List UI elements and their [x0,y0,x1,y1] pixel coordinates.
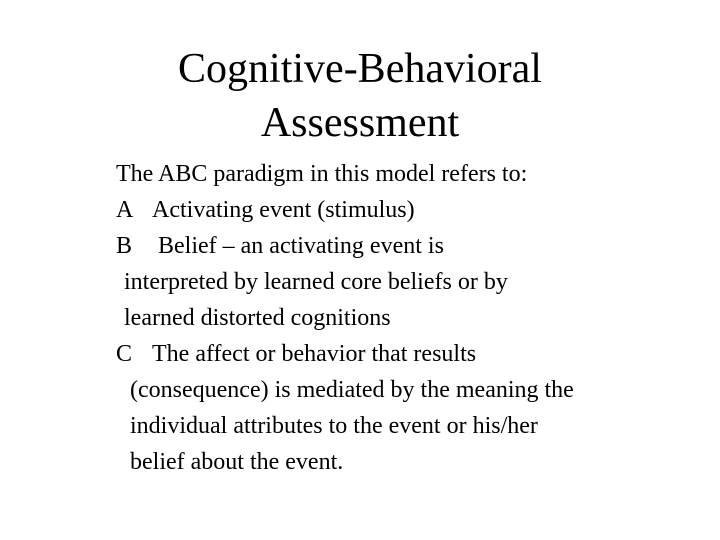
item-c-line-3: individual attributes to the event or his/her [130,413,538,439]
item-b-line-3: learned distorted cognitions [124,305,391,331]
slide-title-line-1: Cognitive-Behavioral [178,46,542,92]
item-c-line-4: belief about the event. [130,449,344,475]
item-a-line-1: Activating event (stimulus) [152,197,415,223]
item-b-line-2: interpreted by learned core beliefs or by [124,269,508,295]
item-c-line-2: (consequence) is mediated by the meaning the [130,377,574,403]
slide-title-line-2: Assessment [260,100,460,146]
item-c-letter: C [116,341,133,367]
item-b-line-1: Belief – an activating event is [158,233,444,259]
intro-text: The ABC paradigm in this model refers to: [116,161,528,187]
item-b-letter: B [116,233,133,259]
item-a-letter: A [116,197,134,223]
item-c-line-1: The affect or behavior that results [152,341,477,367]
